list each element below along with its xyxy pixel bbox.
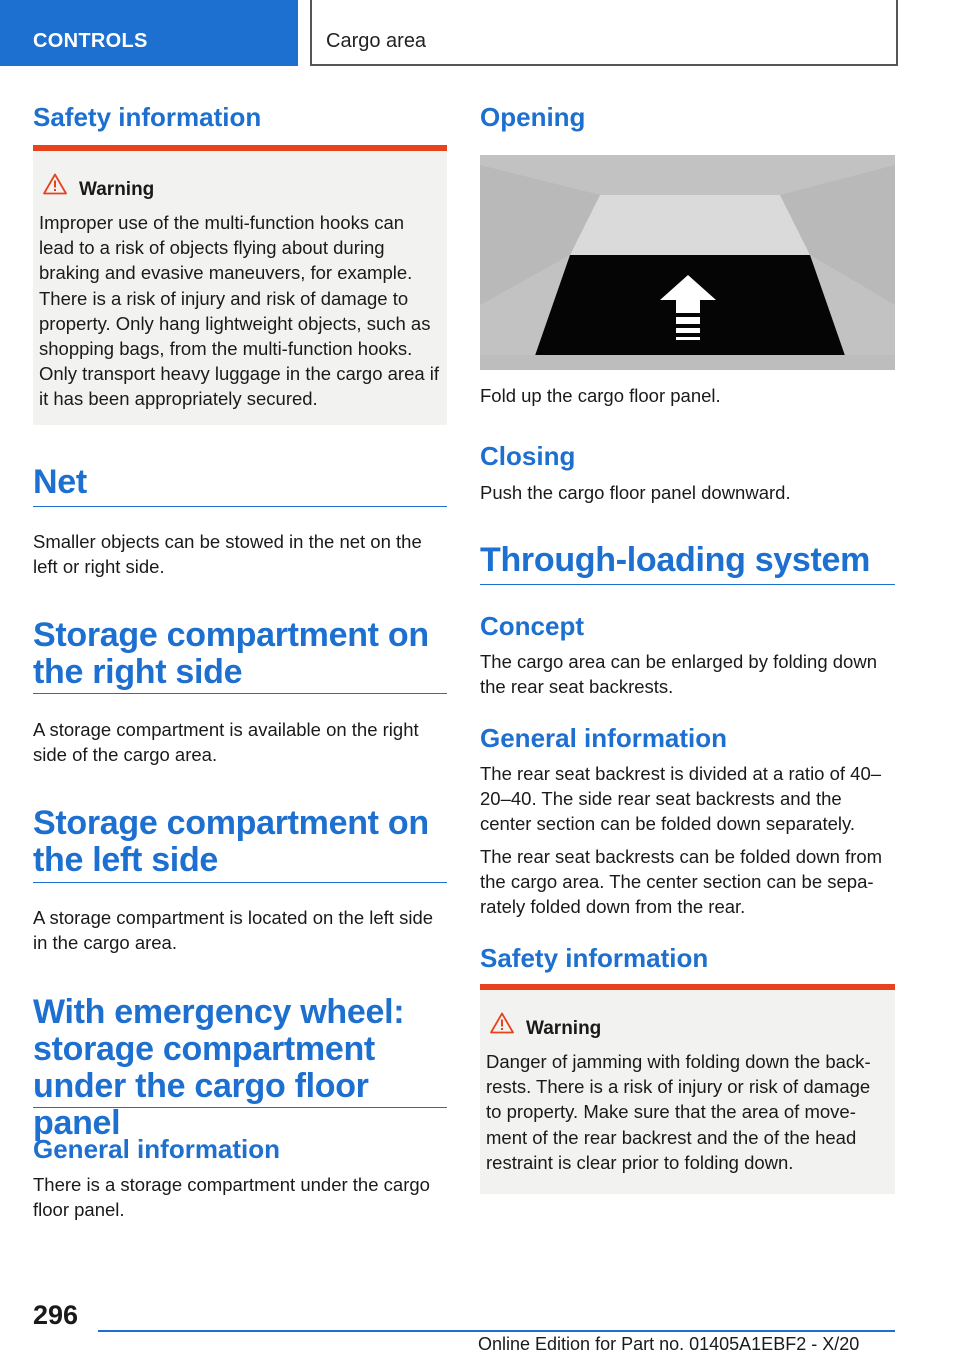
safety-info-heading-right: Safety information — [480, 943, 709, 973]
net-text: Smaller objects can be stowed in the net on the left or right side. — [33, 531, 422, 577]
general-info-text-2: The rear seat backrests can be folded down from the cargo area. The center section can be separately folded down from the rear. — [480, 846, 883, 917]
section-label: CONTROLS — [33, 30, 148, 52]
concept-text: The cargo area can be enlarged by folding down the rear seat backrests. — [480, 651, 877, 697]
storage-right-text: A storage compartment is available on the right side of the cargo area. — [33, 719, 419, 765]
general-info-heading-right: General information — [480, 723, 728, 753]
warning-box-2 — [480, 984, 895, 1194]
closing-heading: Closing — [480, 441, 576, 471]
opening-heading: Opening — [480, 102, 586, 132]
chapter-tab — [310, 0, 898, 66]
chapter-label: Cargo area — [326, 30, 427, 52]
opening-text: Fold up the cargo floor panel. — [480, 385, 721, 406]
warning-triangle-icon — [490, 1012, 514, 1034]
warning-title: Warning — [79, 179, 155, 200]
general-info-text: There is a storage compartment under the cargo floor panel. — [33, 1174, 430, 1220]
page-number: 296 — [33, 1300, 79, 1330]
safety-info-heading: Safety information — [33, 102, 262, 132]
warning-box — [33, 145, 447, 425]
warning-title-2: Warning — [526, 1018, 602, 1039]
warning-text-2: Danger of jamming with folding down the backrests. There is a risk of injury or risk of damage to property. Make sure that the area of movement of the rear backrest and the of the head restraint is clear prior to folding down. — [486, 1051, 871, 1173]
footer-divider — [98, 1330, 895, 1332]
cargo-floor-illustration — [480, 155, 895, 370]
closing-text: Push the cargo floor panel downward. — [480, 482, 791, 503]
cargo-floor-figure — [480, 155, 895, 370]
storage-right-heading: Storage compartment on the right side — [33, 617, 447, 694]
storage-left-heading: Storage compartment on the left side — [33, 805, 447, 883]
concept-heading: Concept — [480, 611, 584, 641]
section-tab — [0, 0, 298, 66]
warning-text: Improper use of the multi-function hooks can lead to a risk of objects flying about during braking and evasive maneuvers, for example. There is a risk of injury and risk of damage to property. Only hang lightweight objects, such as shopping bags, from the multi-function hooks. Only transport heavy luggage in the cargo area if it has been appropriately secured. — [39, 212, 440, 410]
footer-edition: Online Edition for Part no. 01405A1EBF2 - X/20 — [478, 1334, 860, 1354]
emergency-wheel-heading: With emergency wheel: storage compartment under the cargo floor panel — [33, 994, 447, 1108]
through-loading-heading: Through-loading system — [480, 542, 895, 585]
net-heading: Net — [33, 464, 447, 507]
warning-triangle-icon — [43, 173, 67, 195]
storage-left-text: A storage compartment is located on the left side in the cargo area. — [33, 907, 434, 953]
general-info-text-1: The rear seat backrest is divided at a ratio of 40–20–40. The side rear seat backrests and the center section can be folded down separately. — [480, 763, 882, 834]
general-info-heading: General information — [33, 1134, 281, 1164]
